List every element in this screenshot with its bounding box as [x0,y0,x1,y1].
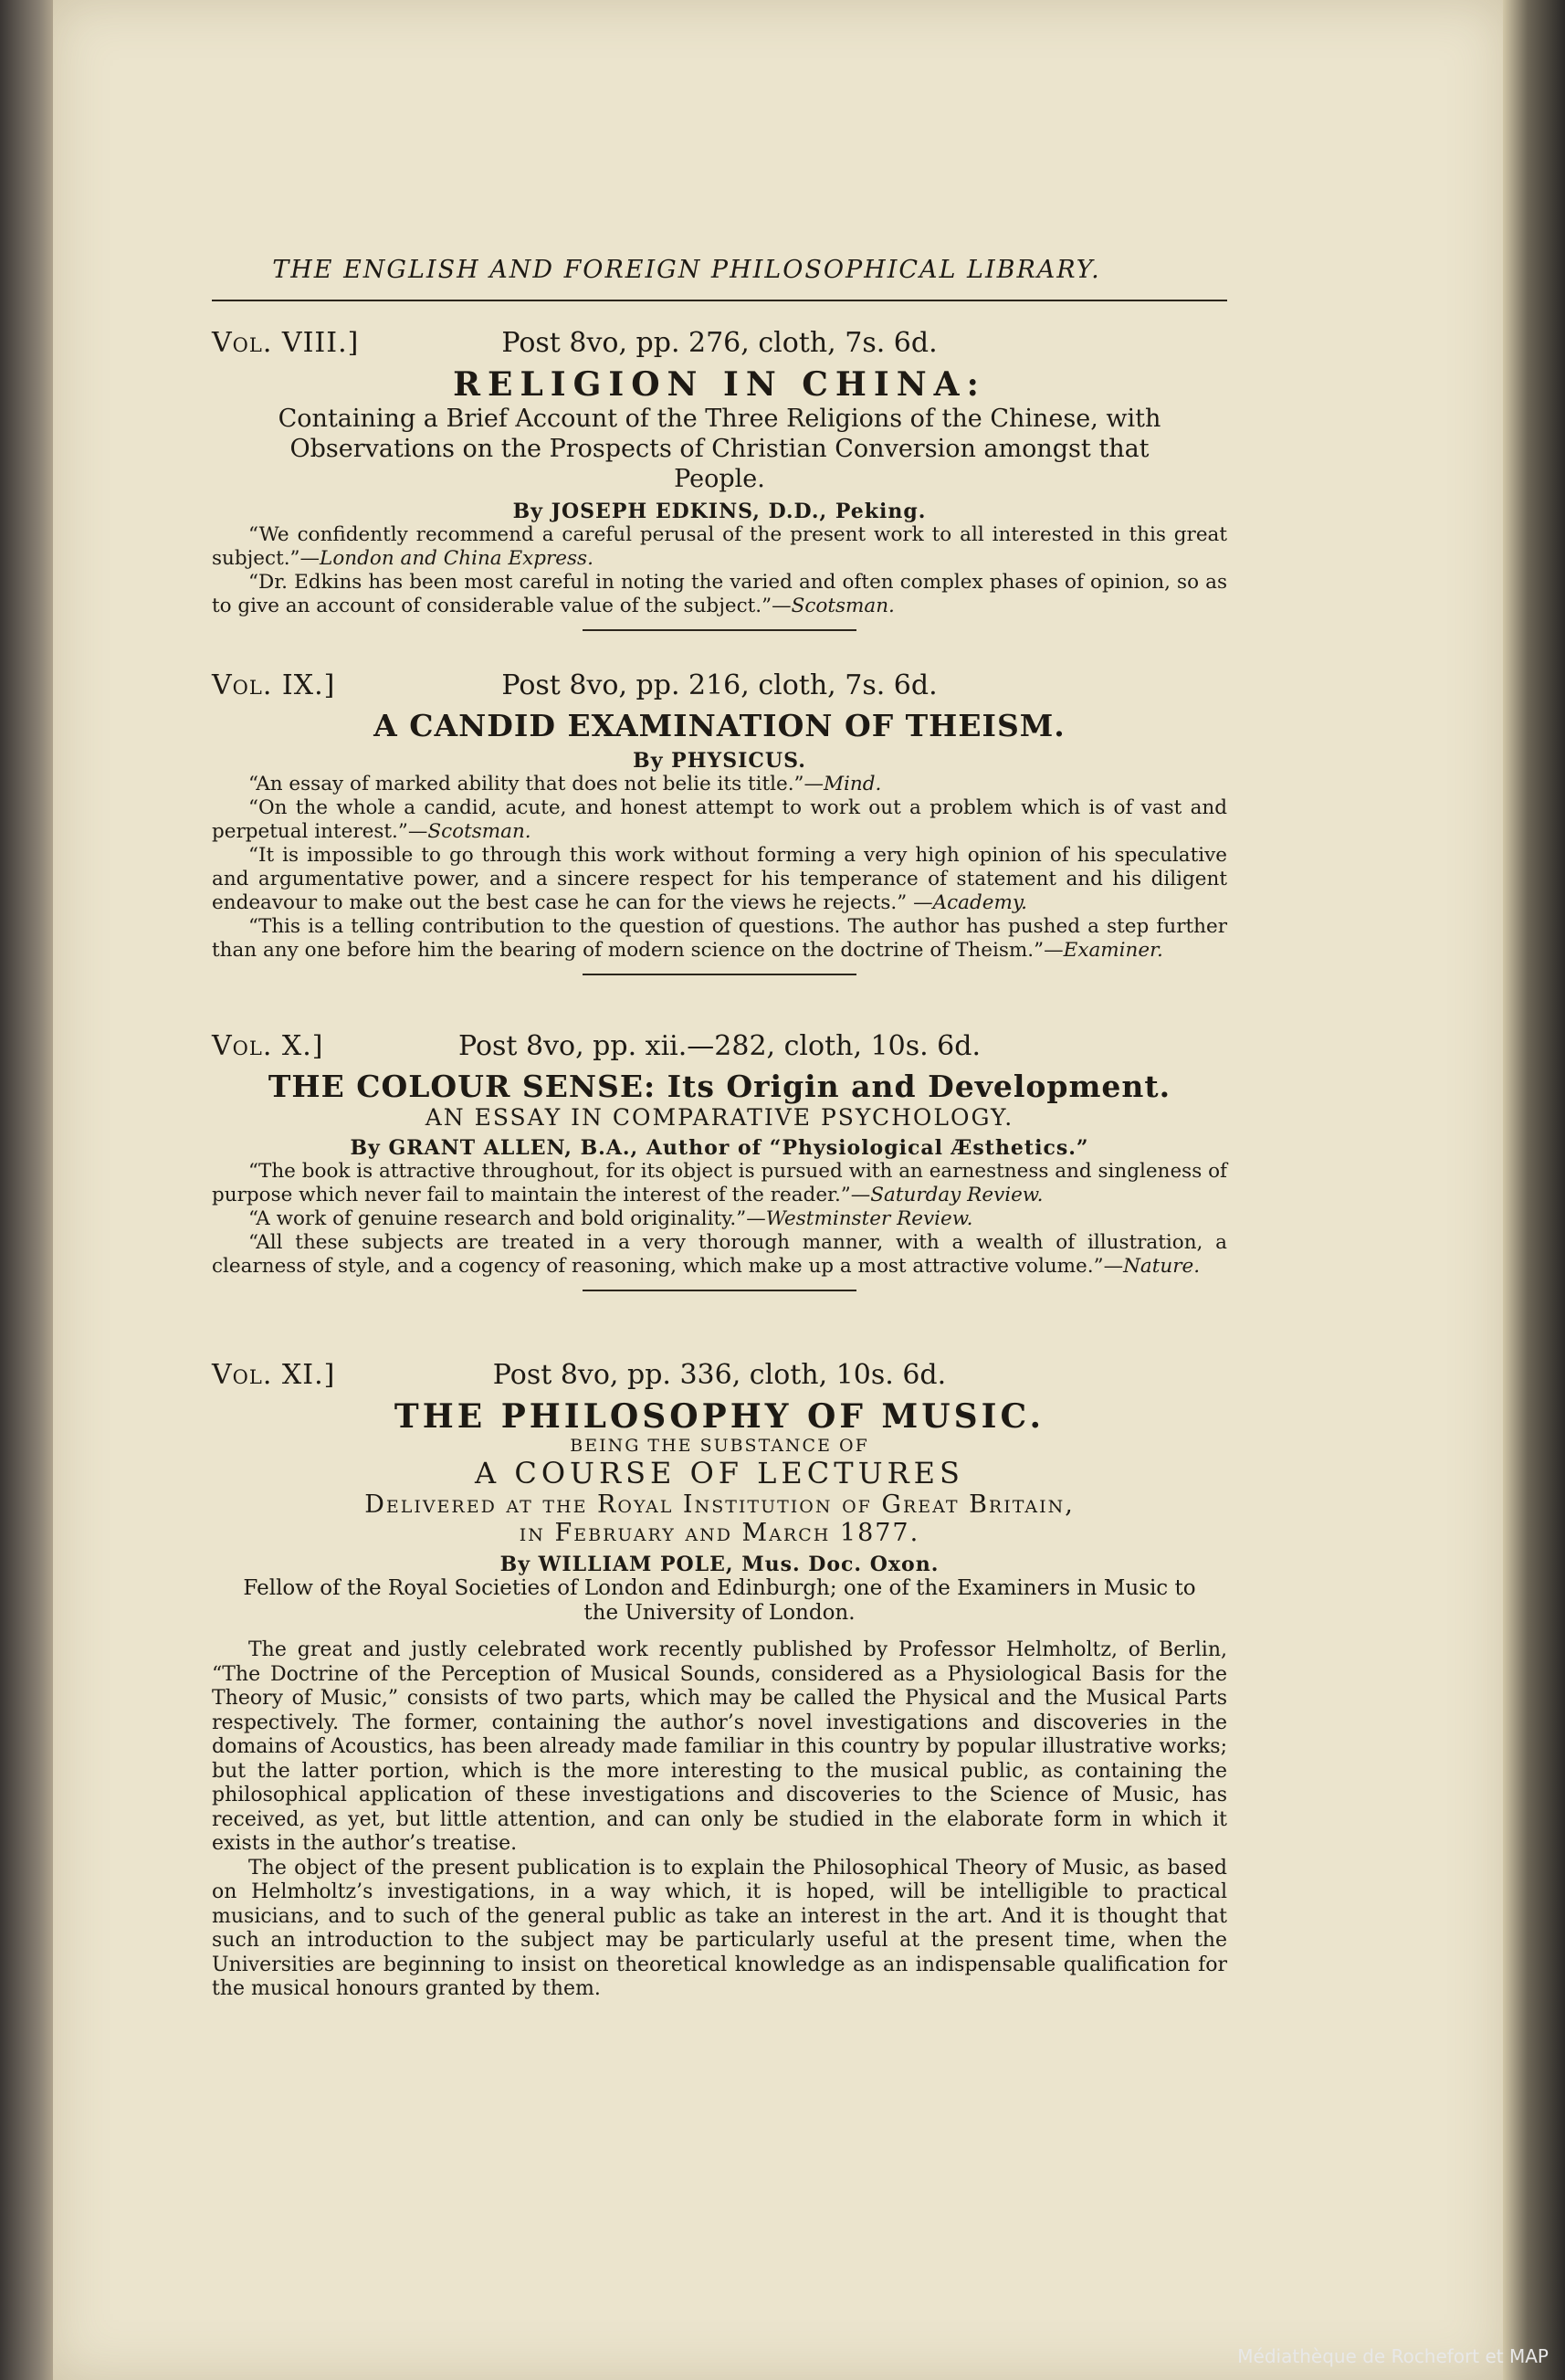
byline: By JOSEPH EDKINS, D.D., Peking. [512,500,927,523]
delivered-line: Delivered at the Royal Institution of Great Britain, [364,1490,1075,1519]
byline: By PHYSICUS. [633,749,806,773]
review: “A work of genuine research and bold originality.”—Westminster Review. [248,1207,973,1230]
vol-line [212,1359,1227,1394]
section-rule [583,974,856,975]
book-title: THE COLOUR SENSE: Its Origin and Development. [268,1069,1171,1104]
vol-label: Vol. IX.] [212,669,336,701]
vol-line [212,1030,1227,1065]
page-edge [1503,0,1565,2380]
review: “We confidently recommend a careful perusal of the present work to all interested in this great subject.”—London and China Express. [212,523,1227,570]
description-paragraph: The object of the present publication is to explain the Philosophical Theory of Music, as based on Helmholtz’s investigations, in a way which, it is hoped, will be intelligible to practical musicians, and to such of the general public as take an interest in the art. And it is thought that such an introduction to the subject may be particularly useful at the present time, when the Universities are beginning to insist on theoretical knowledge as an indispensable qualification for the musical honours granted by them. [212,1856,1227,2000]
book-title: A CANDID EXAMINATION OF THEISM. [373,708,1066,743]
review: “This is a telling contribution to the question of questions. The author has pushed a step further than any one before him the bearing of modern science on the doctrine of Theism.”—Examiner. [212,915,1227,962]
section-rule [583,629,856,631]
date-line: in February and March 1877. [519,1519,920,1547]
review: “All these subjects are treated in a very thorough manner, with a wealth of illustration, a clearness of style, and a cogency of reasoning, which make up a most attractive volume.”—Nature. [212,1231,1227,1278]
review: “The book is attractive throughout, for its object is pursued with an earnestness and singleness of purpose which never fail to maintain the interest of the reader.”—Saturday Review. [212,1160,1227,1206]
vol-label: Vol. XI.] [212,1359,336,1391]
author-credentials: Fellow of the Royal Societies of London and Edinburgh; one of the Examiners in Music to the University of London. [243,1576,1196,1625]
book-title: RELIGION IN CHINA: [453,365,986,404]
entry-vol-viii [212,327,1227,638]
entry-vol-x [212,1030,1227,1299]
book-title: THE PHILOSOPHY OF MUSIC. [394,1397,1045,1436]
book-subtitle: Containing a Brief Account of the Three Religions of the Chinese, with Observations on the Prospects of Christian Conversion amongst that People. [278,405,1161,493]
review: “It is impossible to go through this work without forming a very high opinion of his speculative and argumentative power, and a sincere respect for his temperance of statement and his diligent endeavour to make out the best case he can for the views he rejects.” —Academy. [212,844,1227,914]
watermark: Médiathèque de Rochefort et MAP [1237,2345,1549,2367]
head-rule [212,300,1227,301]
entry-vol-ix [212,669,1227,983]
price-line: Post 8vo, pp. 276, cloth, 7s. 6d. [501,327,938,359]
book-subtitle: AN ESSAY IN COMPARATIVE PSYCHOLOGY. [425,1104,1014,1131]
description-paragraph: The great and justly celebrated work recently published by Professor Helmholtz, of Berlin, “The Doctrine of the Perception of Musical Sounds, considered as a Physiological Basis for the Theory of Music,” consists of two parts, which may be called the Physical and the Musical Parts respectively. The former, containing the author’s novel investigations and discoveries in the domains of Acoustics, has been already made familiar in this country by popular illustrative works; but the latter portion, which is the more interesting to the musical public, as containing the philosophical application of these investigations and discoveries to the Science of Music, has received, as yet, but little attention, and can only be studied in the elaborate form in which it exists in the author’s treatise. [212,1638,1227,1855]
vol-line [212,327,1227,362]
section-rule [583,1290,856,1291]
review: “An essay of marked ability that does not belie its title.”—Mind. [248,773,882,795]
being-line: BEING THE SUBSTANCE OF [570,1436,869,1456]
price-line: Post 8vo, pp. xii.—282, cloth, 10s. 6d. [457,1030,982,1062]
vol-label: Vol. X.] [212,1030,324,1062]
byline: By WILLIAM POLE, Mus. Doc. Oxon. [499,1553,940,1576]
price-line: Post 8vo, pp. 336, cloth, 10s. 6d. [492,1359,947,1391]
running-head: THE ENGLISH AND FOREIGN PHILOSOPHICAL LIBRARY. [272,256,1101,284]
review: “Dr. Edkins has been most careful in noting the varied and often complex phases of opinion, so as to give an account of considerable value of the subject.”—Scotsman. [212,571,1227,617]
course-line: A COURSE OF LECTURES [475,1456,964,1490]
byline: By GRANT ALLEN, B.A., Author of “Physiological Æsthetics.” [350,1136,1089,1160]
price-line: Post 8vo, pp. 216, cloth, 7s. 6d. [501,669,938,701]
book-spine [0,0,57,2380]
vol-line [212,669,1227,704]
vol-label: Vol. VIII.] [212,327,360,359]
entry-vol-xi [212,1359,1227,2002]
review: “On the whole a candid, acute, and honest attempt to work out a problem which is of vast and perpetual interest.”—Scotsman. [212,796,1227,843]
